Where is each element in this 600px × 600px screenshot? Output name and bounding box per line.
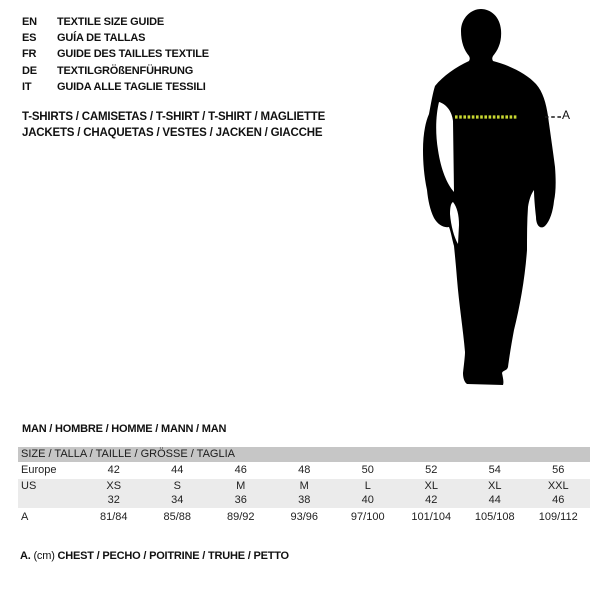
language-code: IT	[22, 80, 32, 93]
category-line-jackets: JACKETS / CHAQUETAS / VESTES / JACKEN / GIACCHE	[22, 127, 323, 140]
size-cell: 42	[400, 493, 464, 508]
language-row	[22, 30, 209, 46]
size-cell: S	[146, 479, 210, 493]
language-legend	[22, 14, 209, 95]
size-cell: 56	[552, 464, 565, 476]
man-figure	[368, 4, 600, 396]
size-cell: 38	[273, 493, 337, 508]
size-cell: 109/112	[538, 510, 578, 523]
size-cell: 42	[107, 464, 120, 476]
size-cell: 48	[298, 464, 311, 476]
size-cell: 85/88	[163, 510, 192, 523]
language-row	[22, 79, 209, 95]
row-label: Europe	[21, 464, 57, 476]
footnote-label: A.	[20, 550, 31, 562]
size-cell: 52	[425, 464, 438, 476]
language-title: GUIDA ALLE TAGLIE TESSILI	[57, 80, 206, 93]
table-row-chest-a	[18, 508, 590, 526]
size-cell: 44	[171, 464, 184, 476]
size-cell: 46	[527, 493, 591, 508]
size-cell: L	[336, 479, 400, 493]
size-cell: 44	[463, 493, 527, 508]
man-silhouette	[368, 4, 600, 396]
size-cell: XXL	[527, 479, 591, 493]
size-cell: 54	[488, 464, 501, 476]
measure-footnote	[20, 550, 289, 562]
section-title: MAN / HOMBRE / HOMME / MANN / MAN	[22, 423, 227, 435]
measure-label-a: A	[562, 108, 571, 122]
language-title: GUÍA DE TALLAS	[57, 32, 146, 45]
size-cell: XL	[463, 479, 527, 493]
language-code: ES	[22, 32, 37, 45]
language-title: GUIDE DES TAILLES TEXTILE	[57, 48, 209, 61]
size-cell: M	[209, 479, 273, 493]
category-list	[22, 109, 325, 141]
table-row-us	[18, 479, 590, 493]
table-row-numeric	[18, 493, 590, 508]
category-line-tshirts: T-SHIRTS / CAMISETAS / T-SHIRT / T-SHIRT / MAGLIETTE	[22, 111, 326, 123]
footnote-text: CHEST / PECHO / POITRINE / TRUHE / PETTO	[57, 550, 289, 562]
language-row	[22, 14, 209, 30]
size-cell: 40	[336, 493, 400, 508]
language-code: EN	[22, 16, 37, 29]
language-row	[22, 63, 209, 79]
size-cell: 101/104	[411, 510, 452, 523]
language-title: TEXTILE SIZE GUIDE	[57, 16, 165, 29]
language-row	[22, 46, 209, 62]
size-table-header-row	[18, 447, 590, 462]
row-label: A	[21, 510, 29, 523]
size-table-header: SIZE / TALLA / TAILLE / GRÖSSE / TAGLIA	[18, 447, 590, 462]
size-cell: 50	[361, 464, 374, 476]
language-title: TEXTILGRÖßENFÜHRUNG	[57, 64, 194, 77]
size-cell: XL	[400, 479, 464, 493]
size-cell: 93/96	[290, 510, 319, 523]
size-cell: 81/84	[99, 510, 128, 523]
footnote-unit: (cm)	[33, 550, 55, 562]
row-label	[18, 493, 82, 508]
size-cell: 105/108	[474, 510, 515, 523]
row-label: US	[18, 479, 82, 493]
table-row-europe	[18, 462, 590, 479]
language-code: DE	[22, 64, 37, 77]
size-cell: 36	[209, 493, 273, 508]
language-code: FR	[22, 48, 37, 61]
size-cell: 46	[234, 464, 247, 476]
size-cell: XS	[82, 479, 146, 493]
size-cell: 32	[82, 493, 146, 508]
size-cell: 89/92	[226, 510, 255, 523]
size-cell: 97/100	[350, 510, 385, 523]
size-cell: 34	[146, 493, 210, 508]
size-table	[18, 447, 590, 526]
size-cell: M	[273, 479, 337, 493]
